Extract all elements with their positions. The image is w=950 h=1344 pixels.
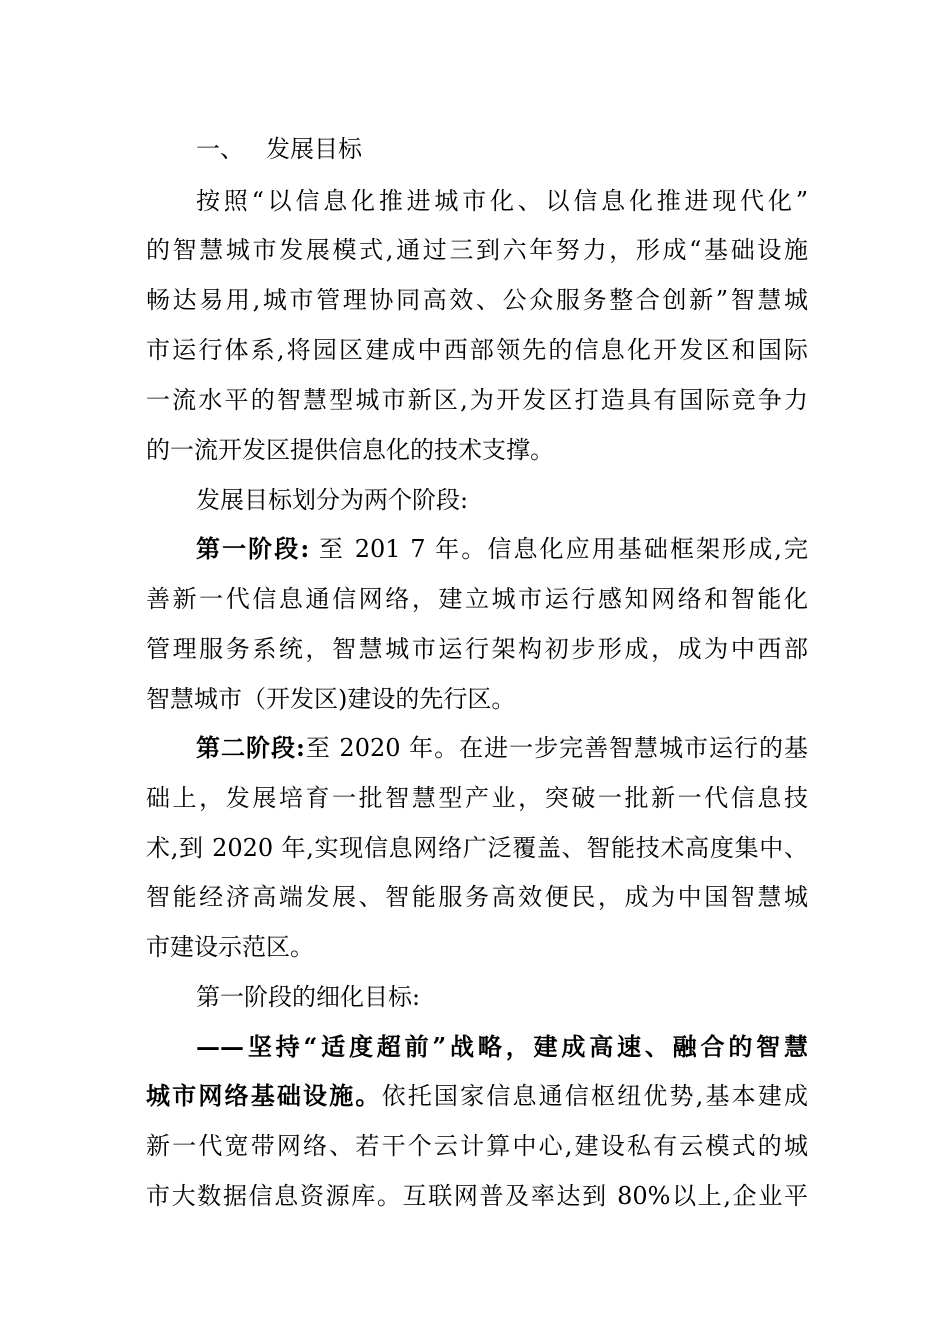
paragraph-line: 术,到 2020 年,实现信息网络广泛覆盖、智能技术高度集中、 xyxy=(146,834,808,862)
stage1-label: 第一阶段: xyxy=(196,534,310,563)
paragraph-line: 按照“以信息化推进城市化、以信息化推进现代化” xyxy=(196,187,808,215)
paragraph-line: 畅达易用,城市管理协同高效、公众服务整合创新”智慧城 xyxy=(146,286,808,314)
paragraph-line: 础上，发展培育一批智慧型产业，突破一批新一代信息技 xyxy=(146,784,808,812)
paragraph-line: 市运行体系,将园区建成中西部领先的信息化开发区和国际 xyxy=(146,336,808,364)
paragraph-line: 新一代宽带网络、若干个云计算中心,建设私有云模式的城 xyxy=(146,1132,808,1160)
paragraph-line: 一流水平的智慧型城市新区,为开发区打造具有国际竞争力 xyxy=(146,386,808,414)
stage1-text: 至 201 7 年。信息化应用基础框架形成,完 xyxy=(309,535,808,563)
paragraph-line: 管理服务系统，智慧城市运行架构初步形成，成为中西部 xyxy=(146,635,808,663)
paragraph-line: 第一阶段的细化目标: xyxy=(196,983,421,1011)
body-text: 依托国家信息通信枢纽优势,基本建成 xyxy=(381,1082,808,1110)
bold-text: 城市网络基础设施。 xyxy=(146,1081,382,1110)
paragraph-line: 市大数据信息资源库。互联网普及率达到 80%以上,企业平 xyxy=(146,1182,808,1210)
paragraph-line: 善新一代信息通信网络，建立城市运行感知网络和智能化 xyxy=(146,585,808,613)
paragraph-line: 智能经济高端发展、智能服务高效便民，成为中国智慧城 xyxy=(146,883,808,911)
stage1-line xyxy=(196,533,808,565)
paragraph-line: 的一流开发区提供信息化的技术支撑。 xyxy=(146,436,554,464)
section-title: 发展目标 xyxy=(266,135,362,163)
paragraph-line: 的智慧城市发展模式,通过三到六年努力，形成“基础设施 xyxy=(146,236,808,264)
section-heading xyxy=(196,133,362,165)
bold-text: ——坚持“适度超前”战略，建成高速、融合的智慧 xyxy=(196,1032,808,1061)
stage2-label: 第二阶段: xyxy=(196,733,305,762)
bold-line xyxy=(196,1031,808,1063)
stage2-line xyxy=(196,732,808,764)
paragraph-line: 市建设示范区。 xyxy=(146,933,314,961)
paragraph-line: 发展目标划分为两个阶段: xyxy=(196,486,469,514)
section-number: 一、 xyxy=(196,135,244,163)
mixed-line xyxy=(146,1080,808,1112)
stage2-text: 至 2020 年。在进一步完善智慧城市运行的基 xyxy=(304,734,808,762)
paragraph-line: 智慧城市（开发区)建设的先行区。 xyxy=(146,685,516,713)
